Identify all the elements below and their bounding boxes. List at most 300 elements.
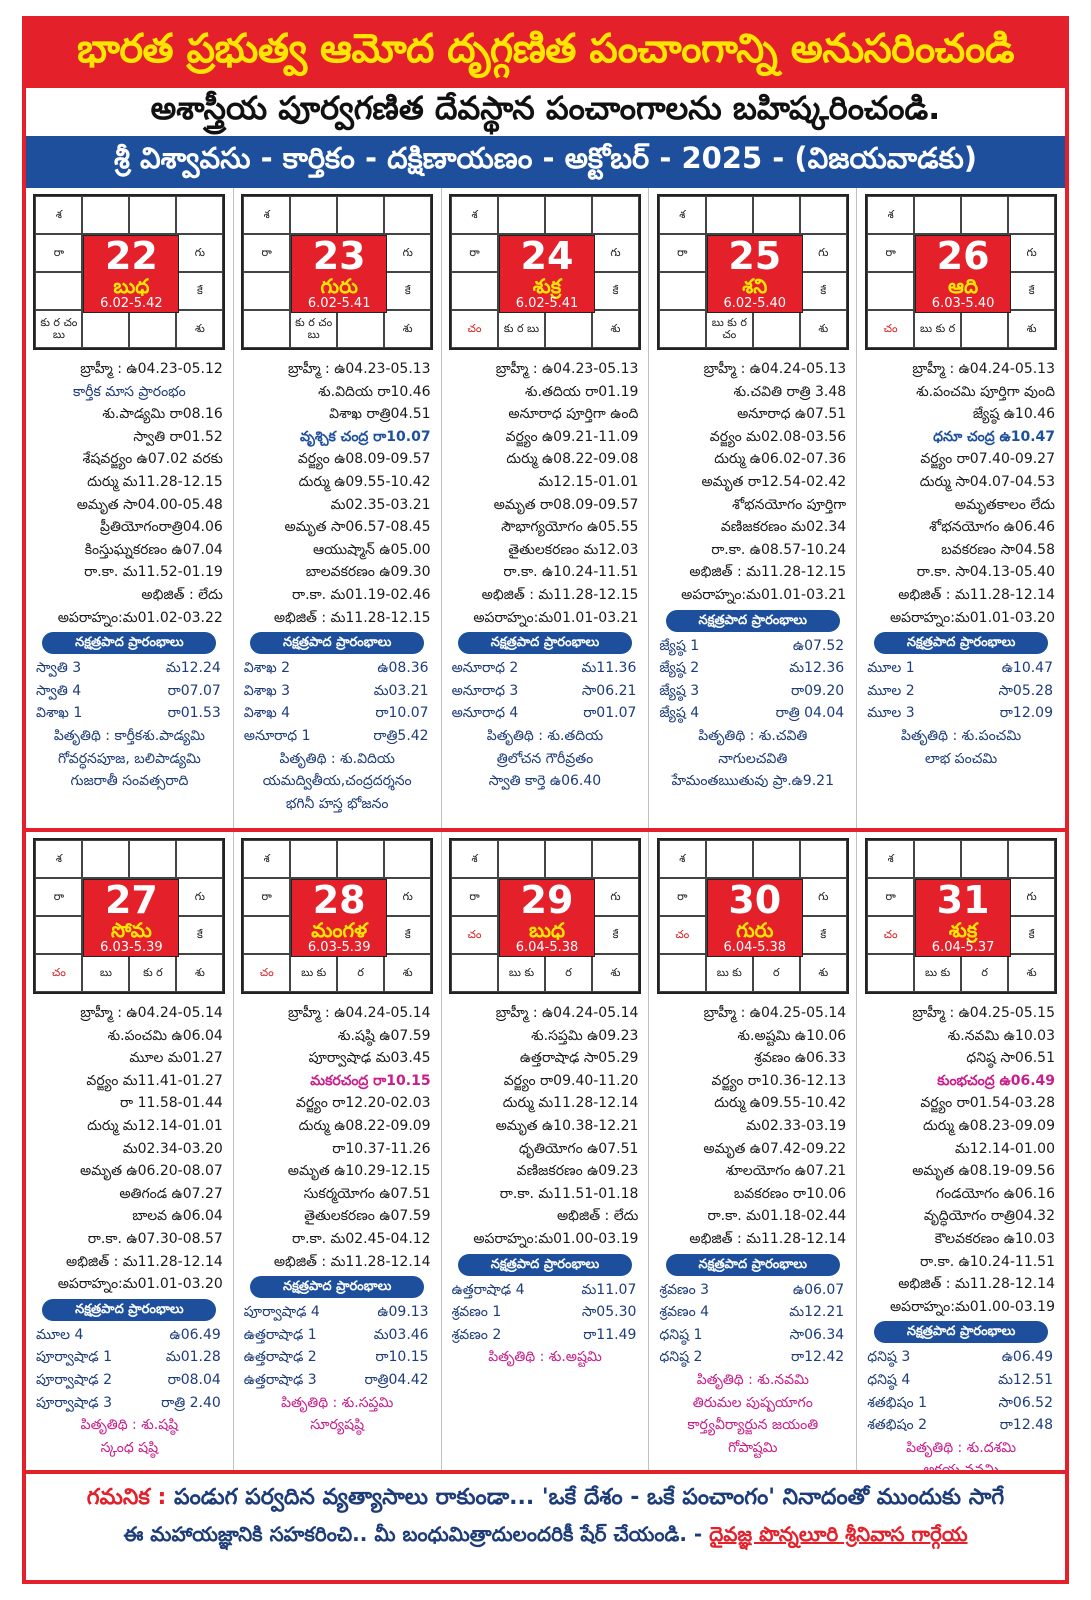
- rasi-cell: [753, 196, 800, 234]
- pada-name: శతభిషం 1: [867, 1394, 928, 1411]
- rasi-cell: [129, 840, 176, 878]
- rasi-cell: కే: [592, 916, 639, 954]
- nakshatra-pada-badge: నక్షత్రపాద ప్రారంభాలు: [458, 632, 632, 654]
- rasi-cell: చం: [867, 916, 914, 954]
- festival-line: గోవర్ధనపూజ, బలిపాడ్యమి: [57, 750, 201, 767]
- weekday-label: ఆది: [948, 274, 979, 298]
- rasi-cell: శ: [243, 196, 290, 234]
- weekday-label: శుక్ర: [532, 274, 562, 298]
- rasi-cell: గు: [592, 234, 639, 272]
- pada-row: [446, 1279, 645, 1302]
- pada-time: మ12.21: [789, 1304, 845, 1321]
- rasi-cell: చం: [867, 310, 914, 348]
- pada-row: [861, 1369, 1061, 1392]
- calendar-frame: [22, 16, 1069, 1584]
- nakshatra-pada-badge: నక్షత్రపాద ప్రారంభాలు: [874, 1321, 1048, 1343]
- pada-row: [861, 702, 1061, 725]
- rasi-cell: [753, 310, 800, 348]
- panchang-line: దుర్ము ఉ06.02-07.36: [714, 451, 847, 468]
- pada-name: జ్యేష్ఠ 1: [659, 637, 700, 654]
- panchang-line: అనూరాధ పూర్తిగా ఉంది: [508, 406, 639, 423]
- weekday-label: గురు: [320, 274, 358, 298]
- pada-time: మ11.36: [581, 660, 637, 677]
- rasi-cell: గు: [1008, 234, 1055, 272]
- panchang-line: రా10.37-11.26: [332, 1140, 431, 1157]
- rasi-cell: [82, 196, 129, 234]
- panchang-line: అమృత రా08.09-09.57: [493, 496, 639, 513]
- panchang-line: జ్యేష్ఠ ఉ10.46: [972, 406, 1055, 423]
- pada-time: రాత్రి04.42: [364, 1371, 429, 1388]
- pada-name: అనూరాధ 2: [451, 660, 519, 677]
- rasi-cell: [129, 196, 176, 234]
- panchang-lines: [30, 1002, 229, 1459]
- panchang-line: రా.కా. మ01.18-02.44: [707, 1208, 847, 1225]
- rasi-cell: [82, 310, 129, 348]
- rasi-cell: [1008, 840, 1055, 878]
- rasi-cell: [961, 196, 1008, 234]
- festival-line: పితృతిథి : కార్తీకశు.పాడ్యమి: [53, 727, 205, 744]
- pada-name: ధనిష్ఠ 1: [659, 1326, 703, 1343]
- rasi-cell: ర: [753, 954, 800, 992]
- panchang-line: తైతులకరణం ఉ07.59: [304, 1208, 431, 1225]
- rasi-cell: [337, 840, 384, 878]
- rasi-cell: [243, 272, 290, 310]
- panchang-line: శు.పాడ్యమి రా08.16: [102, 406, 223, 423]
- festival-line: గోపాష్టమి: [728, 1439, 778, 1456]
- rasi-chart: [33, 838, 225, 994]
- panchang-line: దుర్ము ఉ08.22-09.08: [506, 451, 639, 468]
- day-column-31: [857, 832, 1065, 1482]
- pada-row: [446, 702, 645, 725]
- rasi-chart: [657, 194, 849, 350]
- panchang-line: కౌలవకరణం ఉ10.03: [934, 1230, 1055, 1247]
- pada-name: మూల 3: [867, 705, 915, 722]
- panchang-line: రా.కా. మ11.51-01.18: [499, 1185, 639, 1202]
- panchang-line: వర్జ్యం మ11.41-01.27: [86, 1072, 223, 1089]
- panchang-line: బ్రాహ్మీ : ఉ04.24-05.13: [912, 361, 1055, 377]
- pada-time: మ03.21: [373, 682, 429, 699]
- pada-row: [653, 702, 852, 725]
- pada-time: ఉ06.49: [1001, 1349, 1053, 1366]
- rasi-cell: బు కు: [706, 954, 753, 992]
- panchang-line: సుకర్మయోగం ఉ07.51: [303, 1185, 431, 1202]
- date-box: [707, 235, 803, 313]
- weekday-label: సోమ: [110, 918, 152, 942]
- panchang-line: దుర్ము ఉ08.22-09.09: [298, 1117, 431, 1134]
- weekday-label: శుక్ర: [948, 918, 978, 942]
- rasi-cell: గు: [176, 878, 223, 916]
- day-column-22: [26, 188, 234, 828]
- festival-line: పితృతిథి : శు.సప్తమి: [281, 1394, 394, 1411]
- sunrise-sunset: 6.04-5.38: [723, 940, 787, 955]
- festival-line: భగినీ హస్త భోజనం: [285, 795, 389, 812]
- pada-name: పూర్వాషాఢ 4: [243, 1304, 320, 1321]
- pada-time: రా12.09: [999, 705, 1053, 722]
- panchang-line: వృద్ధియోగం రాత్రి04.32: [923, 1208, 1055, 1225]
- panchang-line: బ్రాహ్మీ : ఉ04.24-05.14: [495, 1005, 639, 1021]
- pada-time: రాత్రి 2.40: [161, 1394, 221, 1411]
- rasi-cell: గు: [592, 878, 639, 916]
- rasi-cell: [800, 196, 847, 234]
- pada-time: సా05.30: [581, 1304, 637, 1321]
- pada-name: స్వాతి 3: [36, 660, 82, 677]
- rasi-cell: [592, 840, 639, 878]
- date-box: [915, 879, 1011, 957]
- pada-row: [238, 702, 437, 725]
- panchang-line: వర్జ్యం రా01.54-03.28: [920, 1095, 1055, 1112]
- pada-row: [653, 1279, 852, 1302]
- pada-name: పూర్వాషాఢ 1: [36, 1349, 113, 1366]
- nakshatra-pada-badge: నక్షత్రపాద ప్రారంభాలు: [42, 632, 216, 654]
- pada-row: [238, 680, 437, 703]
- pada-row: [653, 1301, 852, 1324]
- pada-name: ఉత్తరాషాఢ 2: [243, 1349, 317, 1366]
- festival-line: లాభ పంచమి: [925, 750, 998, 767]
- footer-line-2: [26, 1516, 1065, 1552]
- panchang-line: అభిజిత్ : మ11.28-12.14: [273, 1253, 431, 1270]
- panchang-line: వర్జ్యం రా10.36-12.13: [711, 1072, 847, 1089]
- panchang-line: అభిజిత్ : మ11.28-12.14: [898, 586, 1055, 603]
- panchang-line: అభిజిత్ : మ11.28-12.14: [66, 1253, 223, 1270]
- festival-line: యమద్వితీయ,చంద్రదర్శనం: [262, 773, 412, 790]
- pada-time: రా11.49: [583, 1326, 637, 1343]
- rasi-chart: [449, 838, 641, 994]
- panchang-line: దుర్ము సా04.07-04.53: [919, 473, 1055, 490]
- week-row-1: [26, 188, 1065, 828]
- panchang-line: వర్జ్యం ఉ09.21-11.09: [505, 428, 639, 445]
- sunrise-sunset: 6.03-5.40: [931, 296, 995, 311]
- rasi-cell: గు: [800, 878, 847, 916]
- rasi-cell: గు: [176, 234, 223, 272]
- panchang-line: ఆయుష్మాన్ ఉ05.00: [313, 541, 431, 558]
- pada-name: అనూరాధ 1: [243, 727, 311, 744]
- festival-line: పితృతిథి : శు.చవితి: [698, 727, 808, 744]
- date-number: 22: [104, 234, 158, 278]
- pada-name: ఉత్తరాషాఢ 4: [451, 1281, 525, 1298]
- rasi-cell: గు: [800, 234, 847, 272]
- rasi-cell: చం: [451, 916, 498, 954]
- panchang-line: అమృత ఉ10.29-12.15: [287, 1163, 431, 1180]
- rasi-cell: కు ర బు: [498, 310, 545, 348]
- rasi-cell: [545, 840, 592, 878]
- panchang-line: అమృతకాలం లేదు: [954, 496, 1055, 513]
- panchang-line: అభిజిత్ : మ11.28-12.15: [481, 586, 639, 603]
- panchang-line: అభిజిత్ : మ11.28-12.15: [689, 564, 847, 581]
- panchang-line: బ్రాహ్మీ : ఉ04.24-05.14: [80, 1005, 223, 1021]
- rasi-cell: [451, 954, 498, 992]
- pada-row: [30, 1392, 229, 1415]
- pada-row: [653, 635, 852, 658]
- panchang-line: అమృత సా06.57-08.45: [284, 519, 431, 536]
- panchang-line: బ్రాహ్మీ : ఉ04.24-05.13: [703, 361, 847, 377]
- rasi-cell: శు: [800, 954, 847, 992]
- pada-time: రా10.07: [375, 705, 429, 722]
- rasi-cell: కే: [1008, 272, 1055, 310]
- footer-label: గమనిక :: [86, 1485, 167, 1510]
- panchang-line: శు.షష్ఠి ఉ07.59: [337, 1027, 431, 1044]
- pada-row: [238, 725, 437, 748]
- rasi-cell: రా: [35, 234, 82, 272]
- panchang-line: దుర్ము మ12.14-01.01: [87, 1117, 223, 1134]
- panchang-lines: [238, 358, 437, 815]
- rasi-cell: బు కు ర చం: [706, 310, 753, 348]
- pada-time: రా12.42: [790, 1349, 845, 1366]
- panchang-line: బవకరణం రా10.06: [733, 1185, 847, 1202]
- rasi-cell: [753, 840, 800, 878]
- panchang-line: కార్తీక మాస ప్రారంభం: [73, 383, 186, 400]
- pada-name: విశాఖ 3: [243, 682, 291, 699]
- rasi-cell: రా: [243, 234, 290, 272]
- panchang-line: అపరాహ్నం:మ01.01-03.21: [473, 609, 639, 626]
- pada-name: స్వాతి 4: [36, 682, 82, 699]
- footer-text-1: పండుగ పర్వదిన వ్యత్యాసాలు రాకుండా... 'ఒకే దేశం - ఒకే పంచాంగం' నినాదంతో ముందుకు సాగే: [173, 1485, 1005, 1510]
- rasi-cell: [545, 310, 592, 348]
- panchang-line: వర్జ్యం రా09.40-11.20: [503, 1072, 639, 1089]
- pada-name: విశాఖ 2: [243, 660, 291, 677]
- rasi-cell: చం: [35, 954, 82, 992]
- panchang-lines: [861, 1002, 1061, 1482]
- pada-row: [653, 680, 852, 703]
- panchang-line: అపరాహ్నం:మ01.01-03.20: [889, 609, 1055, 626]
- rasi-cell: శ: [867, 196, 914, 234]
- festival-line: పితృతిథి : శు.అష్టమి: [488, 1349, 602, 1366]
- rasi-cell: గు: [384, 878, 431, 916]
- panchang-line: మ12.14-01.00: [954, 1140, 1055, 1157]
- pada-name: మూల 2: [867, 682, 915, 699]
- panchang-line: మ02.35-03.21: [330, 496, 431, 513]
- date-number: 31: [936, 878, 990, 922]
- rasi-cell: కే: [800, 272, 847, 310]
- panchang-line: రా.కా. ఉ07.30-08.57: [87, 1230, 223, 1247]
- pada-name: విశాఖ 4: [243, 705, 291, 722]
- day-column-28: [234, 832, 442, 1482]
- rasi-cell: గు: [384, 234, 431, 272]
- rasi-chart: [33, 194, 225, 350]
- pada-time: సా05.28: [998, 682, 1053, 699]
- panchang-line: శు.చవితి రాత్రి 3.48: [733, 383, 847, 400]
- rasi-cell: [176, 840, 223, 878]
- pada-time: రాత్రి5.42: [373, 727, 429, 744]
- rasi-cell: కు ర: [129, 954, 176, 992]
- rasi-cell: శ: [35, 840, 82, 878]
- panchang-line: అమృత రా12.54-02.42: [701, 473, 847, 490]
- panchang-lines: [446, 1002, 645, 1369]
- pada-time: రాత్రి 04.04: [775, 705, 845, 722]
- rasi-cell: కే: [800, 916, 847, 954]
- panchang-line: అపరాహ్నం:మ01.01-03.21: [681, 586, 847, 603]
- rasi-cell: [129, 310, 176, 348]
- rasi-cell: రా: [35, 878, 82, 916]
- pada-row: [238, 657, 437, 680]
- sunrise-sunset: 6.02-5.42: [100, 296, 163, 311]
- rasi-cell: [337, 310, 384, 348]
- panchang-line: మూల మ01.27: [129, 1050, 223, 1067]
- rasi-cell: శ: [35, 196, 82, 234]
- date-box: [83, 879, 179, 957]
- pada-name: శ్రవణం 4: [659, 1304, 710, 1321]
- rasi-cell: శు: [384, 310, 431, 348]
- pada-row: [238, 1301, 437, 1324]
- panchang-line: బ్రాహ్మీ : ఉ04.23-05.12: [80, 361, 223, 377]
- weekday-label: మంగళ: [311, 918, 368, 942]
- date-box: [291, 879, 387, 957]
- festival-line: త్రిలోచన గౌరీవ్రతం: [496, 750, 594, 767]
- pada-name: ఉత్తరాషాఢ 1: [243, 1326, 317, 1343]
- footer-line-1: [26, 1480, 1065, 1516]
- rasi-cell: [176, 196, 223, 234]
- panchang-line: బ్రాహ్మీ : ఉ04.23-05.13: [288, 361, 431, 377]
- date-number: 27: [104, 878, 158, 922]
- rasi-cell: బు కు: [290, 954, 337, 992]
- panchang-line: బ్రాహ్మీ : ఉ04.24-05.14: [288, 1005, 431, 1021]
- rasi-cell: రా: [451, 234, 498, 272]
- rasi-cell: శు: [1008, 310, 1055, 348]
- rasi-cell: [384, 196, 431, 234]
- nakshatra-pada-badge: నక్షత్రపాద ప్రారంభాలు: [666, 610, 840, 632]
- rasi-cell: శు: [176, 954, 223, 992]
- pada-row: [30, 680, 229, 703]
- pada-name: జ్యేష్ఠ 4: [659, 705, 700, 722]
- pada-time: రా07.07: [167, 682, 221, 699]
- panchang-line: అనూరాధ ఉ07.51: [737, 406, 847, 423]
- rasi-cell: బు కు: [498, 954, 545, 992]
- rasi-cell: గు: [1008, 878, 1055, 916]
- rasi-cell: కే: [1008, 916, 1055, 954]
- pada-name: అనూరాధ 4: [451, 705, 519, 722]
- date-number: 24: [520, 234, 574, 278]
- pada-time: సా06.34: [789, 1326, 845, 1343]
- rasi-cell: [545, 196, 592, 234]
- panchang-line: పూర్వాషాఢ మ03.45: [308, 1050, 431, 1067]
- rasi-chart: [241, 838, 433, 994]
- pada-row: [653, 1324, 852, 1347]
- rasi-cell: [659, 272, 706, 310]
- panchang-line: విశాఖ రాత్రి04.51: [329, 406, 431, 423]
- date-number: 30: [728, 878, 782, 922]
- pada-row: [30, 1346, 229, 1369]
- pada-row: [446, 680, 645, 703]
- panchang-line: మకరచంద్ర రా10.15: [310, 1072, 431, 1089]
- festival-line: స్వాతి కార్తె ఉ06.40: [488, 773, 602, 790]
- date-number: 26: [936, 234, 990, 278]
- panchang-line: వర్జ్యం రా07.40-09.27: [920, 451, 1055, 468]
- rasi-cell: [706, 840, 753, 878]
- rasi-chart: [241, 194, 433, 350]
- rasi-cell: [867, 954, 914, 992]
- pada-row: [861, 1392, 1061, 1415]
- pada-time: ఉ06.49: [169, 1326, 221, 1343]
- panchang-lines: [238, 1002, 437, 1437]
- panchang-line: శోభనయోగం ఉ06.46: [929, 519, 1055, 536]
- panchang-line: అభిజిత్ : లేదు: [141, 586, 223, 603]
- pada-row: [30, 657, 229, 680]
- festival-line: పితృతిథి : శు.నవమి: [696, 1371, 809, 1388]
- weekday-label: గురు: [736, 918, 774, 942]
- panchang-line: శేషవర్జ్యం ఉ07.02 వరకు: [82, 451, 223, 468]
- pada-row: [861, 1414, 1061, 1437]
- rasi-cell: శు: [592, 310, 639, 348]
- pada-time: రా01.53: [167, 705, 221, 722]
- rasi-chart: [865, 838, 1057, 994]
- sunrise-sunset: 6.04-5.37: [931, 940, 995, 955]
- panchang-line: రా.కా. ఉ10.24-11.51: [503, 564, 639, 581]
- panchang-line: ధనూ చంద్ర ఉ10.47: [933, 428, 1055, 445]
- panchang-line: వర్జ్యం ఉ08.09-09.57: [297, 451, 431, 468]
- sunrise-sunset: 6.02-5.41: [307, 296, 371, 311]
- date-number: 28: [312, 878, 366, 922]
- panchang-lines: [861, 358, 1061, 770]
- rasi-cell: ర: [337, 954, 384, 992]
- pada-name: అనూరాధ 3: [451, 682, 519, 699]
- panchang-line: దుర్ము ఉ09.55-10.42: [298, 473, 431, 490]
- pada-time: ఉ10.47: [1001, 660, 1053, 677]
- panchang-line: బాలవ ఉ06.04: [132, 1208, 223, 1225]
- panchang-line: సౌభాగ్యయోగం ఉ05.55: [501, 519, 639, 536]
- festival-line: పితృతిథి : శు.దశమి: [906, 1439, 1017, 1456]
- date-box: [707, 879, 803, 957]
- pada-time: రా01.07: [583, 705, 637, 722]
- rasi-cell: [659, 954, 706, 992]
- day-column-24: [442, 188, 650, 828]
- rasi-cell: ర: [545, 954, 592, 992]
- pada-row: [861, 680, 1061, 703]
- pada-row: [30, 702, 229, 725]
- date-box: [83, 235, 179, 313]
- rasi-cell: [243, 916, 290, 954]
- festival-line: గుజరాతీ సంవత్సరాది: [70, 773, 189, 790]
- panchang-line: అభిజిత్ : మ11.28-12.14: [689, 1230, 847, 1247]
- rasi-cell: కే: [384, 272, 431, 310]
- rasi-cell: [290, 196, 337, 234]
- rasi-cell: చం: [243, 954, 290, 992]
- rasi-cell: శ: [659, 196, 706, 234]
- date-number: 23: [312, 234, 366, 278]
- rasi-cell: [914, 196, 961, 234]
- rasi-cell: [867, 272, 914, 310]
- rasi-chart: [865, 194, 1057, 350]
- pada-time: రా12.48: [999, 1417, 1053, 1434]
- day-column-23: [234, 188, 442, 828]
- panchang-line: అమృత సా04.00-05.48: [76, 496, 223, 513]
- pada-row: [446, 1324, 645, 1347]
- pada-row: [861, 1346, 1061, 1369]
- festival-line: సూర్యషష్ఠి: [310, 1417, 365, 1434]
- rasi-cell: [498, 840, 545, 878]
- rasi-cell: ర: [961, 954, 1008, 992]
- pada-name: మూల 1: [867, 660, 915, 677]
- pada-row: [30, 1369, 229, 1392]
- panchang-lines: [653, 358, 852, 793]
- panchang-line: మ02.33-03.19: [746, 1117, 847, 1134]
- rasi-cell: [961, 840, 1008, 878]
- festival-line: నాగులచవితి: [718, 750, 788, 767]
- pada-time: సా06.52: [998, 1394, 1053, 1411]
- panchang-line: బ్రాహ్మీ : ఉ04.25-05.15: [912, 1005, 1055, 1021]
- panchang-line: శు.తదియ రా01.19: [524, 383, 639, 400]
- pada-name: జ్యేష్ఠ 3: [659, 682, 700, 699]
- rasi-cell: కే: [592, 272, 639, 310]
- sunrise-sunset: 6.04-5.38: [515, 940, 579, 955]
- rasi-cell: రా: [659, 234, 706, 272]
- panchang-line: శ్రవణం ఉ06.33: [754, 1050, 847, 1067]
- pada-time: రా10.15: [375, 1349, 429, 1366]
- rasi-cell: [243, 310, 290, 348]
- pada-time: ఉ09.13: [377, 1304, 429, 1321]
- panchang-line: వణిజకరణం మ02.34: [720, 519, 847, 536]
- panchang-line: బ్రాహ్మీ : ఉ04.23-05.13: [495, 361, 639, 377]
- rasi-cell: రా: [867, 234, 914, 272]
- footer-note: [26, 1470, 1065, 1580]
